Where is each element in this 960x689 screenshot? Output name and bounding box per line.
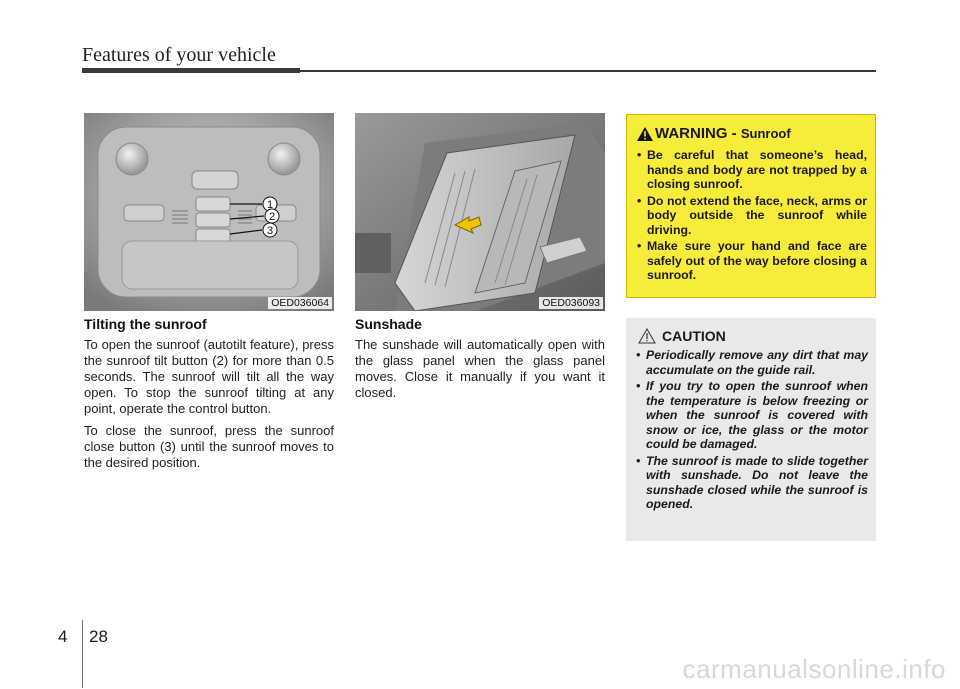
warning-title [637,125,867,142]
warning-list [637,148,867,283]
caution-list [636,348,868,512]
overhead-console-illustration [84,113,334,311]
sunshade-illustration [355,113,605,311]
caution-item-1: • Periodically remove any dirt that may accumulate on the guide rail. [636,348,868,377]
warning-item-3: • Make sure your hand and face are safely out of the way before closing a sunroof. [637,239,867,283]
figure-code-left: OED036064 [268,297,332,309]
caution-item-3: • The sunroof is made to slide together with sunshade. Do not leave the sunshade closed while the sunroof is opened. [636,454,868,512]
warning-triangle-icon [637,127,653,141]
caution-title [636,328,868,344]
tilting-paragraph-2: To close the sunroof, press the sunroof close button (3) until the sunroof moves to the desired position. [84,423,334,470]
callout-2: 2 [268,211,276,223]
header-rule-thick [82,68,300,73]
warning-subject: Sunroof [740,126,791,141]
sunshade-heading: Sunshade [355,316,422,332]
sunshade-body [355,337,605,407]
callout-1: 1 [266,199,274,211]
tilting-heading: Tilting the sunroof [84,316,207,332]
page-header-title: Features of your vehicle [82,44,276,66]
watermark: carmanualsonline.info [682,654,946,684]
caution-label: CAUTION [662,328,726,344]
warning-item-1: • Be careful that someone’s head, hands and body are not trapped by a closing sunroof. [637,148,867,192]
caution-triangle-icon [638,328,656,344]
overhead-console-photo [84,113,334,311]
warning-box [626,114,876,298]
warning-item-2: • Do not extend the face, neck, arms or body outside the sunroof while driving. [637,194,867,238]
caution-item-2: • If you try to open the sunroof when the temperature is below freezing or when the sunroof is covered with snow or ice, the glass or the motor could be damaged. [636,379,868,452]
sunshade-photo [355,113,605,311]
sunshade-paragraph-1: The sunshade will automatically open with the glass panel when the glass panel moves. Close it manually if you want it closed. [355,337,605,400]
figure-code-mid: OED036093 [539,297,603,309]
footer-chapter-number: 4 [58,627,68,646]
tilting-paragraph-1: To open the sunroof (autotilt feature), press the sunroof tilt button (2) for more than 0.5 seconds. The sunroof will tilt all the way open. To stop the sunroof tilting at any point, operate the control button. [84,337,334,416]
footer-page-number: 28 [89,627,108,646]
tilting-body [84,337,334,477]
header-rule-thin [300,70,876,72]
footer-divider [82,620,83,688]
callout-3: 3 [266,225,274,237]
warning-label: WARNING - [655,125,741,142]
caution-box [626,318,876,541]
